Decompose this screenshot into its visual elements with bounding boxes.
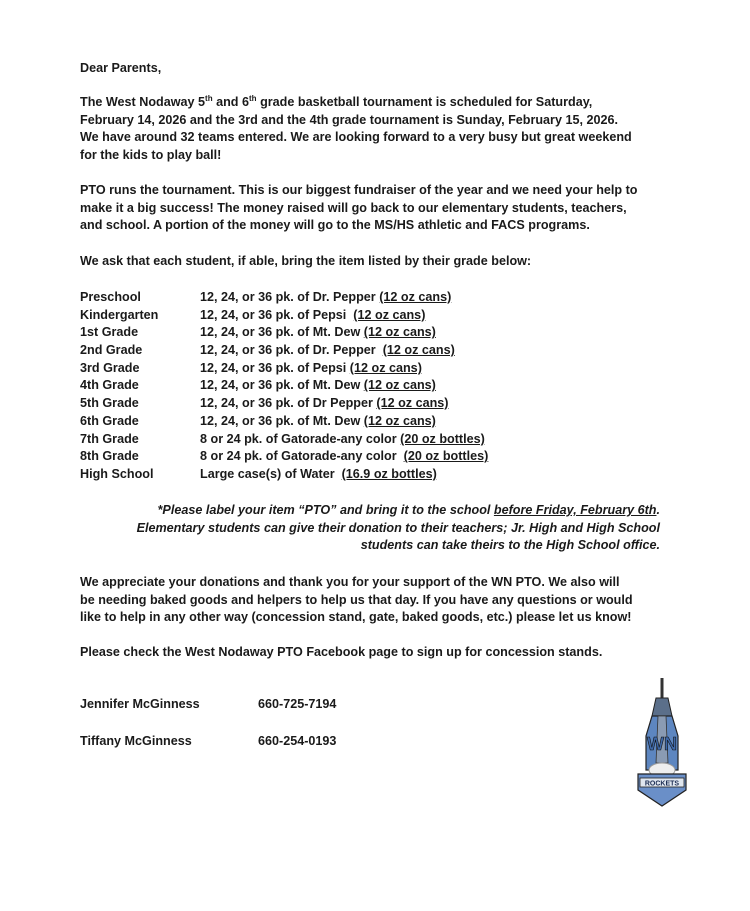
- contact-name: Tiffany McGinness: [80, 734, 192, 748]
- contact-name: Jennifer McGinness: [80, 697, 200, 711]
- item-description: 12, 24, or 36 pk. of Dr. Pepper (12 oz cans): [200, 343, 455, 358]
- item-description: 8 or 24 pk. of Gatorade-any color (20 oz bottles): [200, 449, 489, 464]
- pto-paragraph: PTO runs the tournament. This is our biggest fundraiser of the year and we need your help to make it a big success! The money raised will go back to our elementary students, teachers, and school. A portion of the money will go to the MS/HS athletic and FACS programs.: [80, 183, 638, 233]
- grade-item-row: [80, 342, 680, 360]
- item-size: (12 oz cans): [382, 343, 455, 358]
- item-description: 12, 24, or 36 pk. of Pepsi (12 oz cans): [200, 307, 426, 322]
- item-size: (16.9 oz bottles): [341, 466, 437, 481]
- grade-item-row: [80, 324, 680, 342]
- item-size: (12 oz cans): [379, 290, 452, 304]
- item-size: (20 oz bottles): [403, 449, 489, 464]
- grade-item-list: [80, 289, 680, 484]
- contact-row: [80, 696, 680, 714]
- svg-text:ROCKETS: ROCKETS: [644, 780, 680, 788]
- item-description: Large case(s) of Water (16.9 oz bottles): [200, 466, 437, 481]
- grade-item-row: [80, 377, 680, 395]
- item-description: 12, 24, or 36 pk. of Pepsi (12 oz cans): [200, 360, 422, 375]
- appreciation-paragraph: We appreciate your donations and thank you for your support of the WN PTO. We also will be needing baked goods and helpers to help us that day. If you have any questions or would like to help in any other way (concession stand, gate, baked goods, etc.) please let us know!: [80, 575, 633, 625]
- grade-item-row: [80, 448, 680, 466]
- item-size: (20 oz bottles): [400, 431, 485, 446]
- grade-label: 3rd Grade: [80, 360, 140, 375]
- intro-paragraph: The West Nodaway 5th and 6th grade basketball tournament is scheduled for Saturday, February 14, 2026 and the 3rd and the 4th grade tournament is Sunday, February 15, 2026. We have around 32 teams entered. We are looking forward to a very busy but great weekend for the kids to play ball!: [80, 93, 632, 162]
- grade-item-row: [80, 289, 680, 307]
- facebook-text: Please check the West Nodaway PTO Facebook page to sign up for concession stands.: [80, 645, 603, 659]
- item-size: (12 oz cans): [363, 413, 436, 428]
- item-description: 12, 24, or 36 pk. of Mt. Dew (12 oz cans): [200, 325, 436, 340]
- item-description: 12, 24, or 36 pk. of Dr Pepper (12 oz cans): [200, 396, 449, 411]
- grade-label: Kindergarten: [80, 307, 159, 322]
- label-note: *Please label your item “PTO” and bring it to the school before Friday, February 6th. Elementary students can give their donation to their teachers; Jr. High and High School students can take theirs to the High School office.: [136, 503, 660, 553]
- ask-text: We ask that each student, if able, bring the item listed by their grade below:: [80, 254, 532, 268]
- grade-item-row: [80, 395, 680, 413]
- contact-row: [80, 733, 680, 751]
- grade-item-row: [80, 307, 680, 325]
- item-description: 12, 24, or 36 pk. of Mt. Dew (12 oz cans): [200, 413, 436, 428]
- greeting: Dear Parents,: [80, 61, 162, 75]
- item-description: 8 or 24 pk. of Gatorade-any color (20 oz bottles): [200, 431, 485, 446]
- wn-rockets-logo: [632, 678, 692, 808]
- item-size: (12 oz cans): [376, 396, 449, 411]
- grade-item-row: [80, 360, 680, 378]
- grade-item-row: [80, 431, 680, 449]
- grade-label: 5th Grade: [80, 396, 139, 411]
- grade-label: 1st Grade: [80, 325, 139, 340]
- svg-text:WN: WN: [647, 734, 677, 754]
- grade-label: 2nd Grade: [80, 343, 143, 358]
- item-size: (12 oz cans): [349, 360, 422, 375]
- grade-label: 8th Grade: [80, 449, 139, 464]
- grade-label: 4th Grade: [80, 378, 139, 393]
- grade-label: 7th Grade: [80, 431, 139, 446]
- item-size: (12 oz cans): [353, 307, 426, 322]
- grade-item-row: [80, 413, 680, 431]
- item-description: 12, 24, or 36 pk. of Mt. Dew (12 oz cans): [200, 378, 436, 393]
- contact-phone: 660-725-7194: [258, 697, 337, 711]
- contact-phone: 660-254-0193: [258, 734, 337, 748]
- item-size: (12 oz cans): [363, 378, 436, 393]
- item-size: (12 oz cans): [363, 325, 436, 340]
- grade-label: Preschool: [80, 290, 141, 304]
- grade-item-row: [80, 466, 680, 484]
- grade-label: 6th Grade: [80, 413, 139, 428]
- grade-label: High School: [80, 466, 154, 481]
- item-description: 12, 24, or 36 pk. of Dr. Pepper (12 oz cans): [200, 290, 452, 304]
